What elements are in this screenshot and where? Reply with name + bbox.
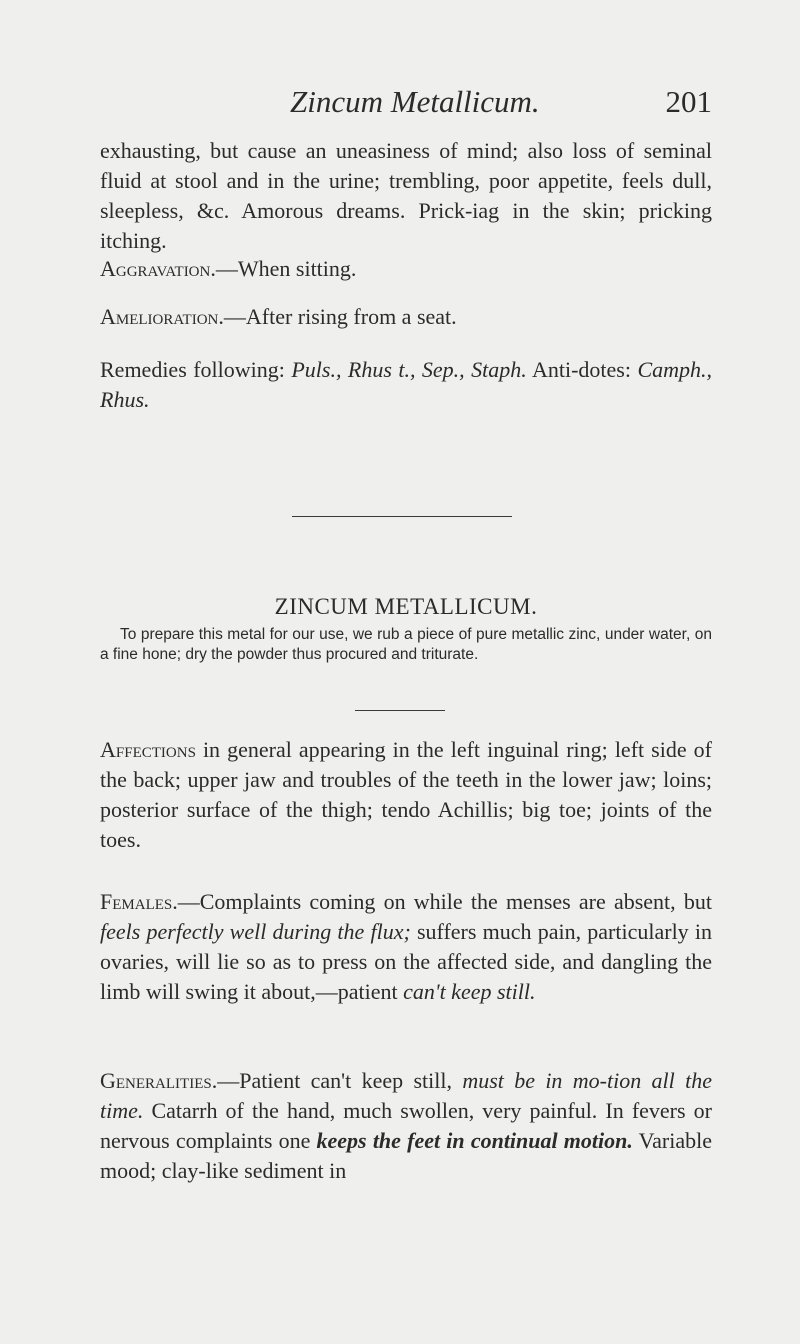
aggravation-label: Aggravation. bbox=[100, 256, 216, 281]
paragraph-affections bbox=[100, 735, 712, 855]
paragraph-text: exhausting, but cause an uneasiness of mind; also loss of seminal fluid at stool and in the urine; trembling, poor appetite, feels dull, sleepless, &c. Amorous dreams. Prick-iag in the skin; pricking itching. bbox=[100, 138, 712, 253]
section-heading: ZINCUM METALLICUM. bbox=[274, 594, 538, 619]
paragraph-females bbox=[100, 887, 712, 1007]
generalities-bold-italic: keeps the feet in continual motion. bbox=[316, 1128, 633, 1153]
running-head bbox=[100, 82, 712, 122]
remedies-lead: Remedies following: bbox=[100, 357, 292, 382]
remedies-list: Puls., Rhus t., Sep., Staph. bbox=[291, 357, 527, 382]
page-number: 201 bbox=[665, 84, 712, 119]
amelioration-text: —After rising from a seat. bbox=[223, 304, 457, 329]
affections-label: Affections bbox=[100, 737, 196, 762]
amelioration-label: Amelioration. bbox=[100, 304, 224, 329]
females-italic-b: can't keep still. bbox=[403, 979, 536, 1004]
running-title: Zincum Metallicum. bbox=[290, 84, 540, 119]
generalities-text-b: Catarrh of the hand, much swollen, very painful. In fevers or nervous complaints one bbox=[100, 1098, 712, 1153]
section-divider-rule bbox=[292, 516, 512, 517]
paragraph-amelioration bbox=[100, 302, 712, 332]
paragraph-remedies bbox=[100, 355, 712, 415]
short-divider-rule bbox=[355, 710, 445, 711]
females-text-b: suffers much pain, particularly in ovaries, will lie so as to press on the affected side, and dangling the limb will swing it about,—patient bbox=[100, 919, 712, 1004]
generalities-label: Generalities. bbox=[100, 1068, 218, 1093]
generalities-italic-a: must be in mo-tion all the time. bbox=[100, 1068, 712, 1123]
preparation-note: To prepare this metal for our use, we rub a piece of pure metallic zinc, under water, on a fine hone; dry the powder thus procured and triturate. bbox=[100, 626, 712, 663]
generalities-text-a: —Patient can't keep still, bbox=[217, 1068, 463, 1093]
paragraph-generalities bbox=[100, 1066, 712, 1186]
antidotes-lead: Anti-dotes: bbox=[526, 357, 638, 382]
aggravation-text: —When sitting. bbox=[215, 256, 357, 281]
females-italic-a: feels perfectly well during the flux; bbox=[100, 919, 411, 944]
antidotes-list: Camph., Rhus. bbox=[100, 357, 712, 412]
paragraph-continuation bbox=[100, 136, 712, 256]
females-text-a: —Complaints coming on while the menses are absent, but bbox=[177, 889, 712, 914]
paragraph-aggravation bbox=[100, 254, 712, 284]
affections-text: in general appearing in the left inguinal ring; left side of the back; upper jaw and troubles of the teeth in the lower jaw; loins; posterior surface of the thigh; tendo Achillis; big toe; joints of the toes. bbox=[100, 737, 712, 852]
generalities-text-c: Variable mood; clay-like sediment in bbox=[100, 1128, 712, 1183]
females-label: Females. bbox=[100, 889, 178, 914]
